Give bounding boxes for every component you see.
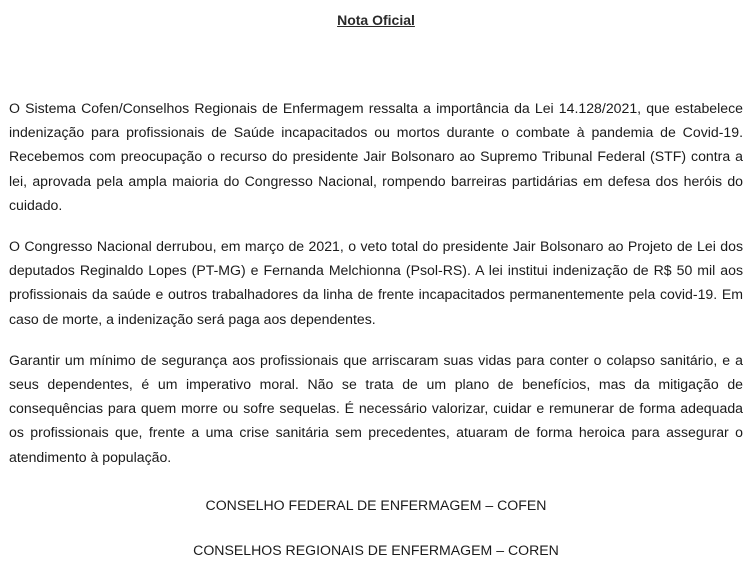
paragraph-2: O Congresso Nacional derrubou, em março de 2021, o veto total do presidente Jair Bolsonaro ao Projeto de Lei dos deputados Reginaldo Lopes (PT-MG) e Fernanda Melchionna (Psol-RS). A lei institui indenização de R$ 50 mil aos profissionais da saúde e outros trabalhadores da linha de frente incapacitados permanentemente pela covid-19. Em caso de morte, a indenização será paga aos dependentes. (9, 238, 743, 327)
paragraph-1: O Sistema Cofen/Conselhos Regionais de Enfermagem ressalta a importância da Lei 14.128/2021, que estabelece indenização para profissionais de Saúde incapacitados ou mortos durante o combate à pandemia de Covid-19. Recebemos com preocupação o recurso do presidente Jair Bolsonaro ao Supremo Tribunal Federal (STF) contra a lei, aprovada pela ampla maioria do Congresso Nacional, rompendo barreiras partidárias em defesa dos heróis do cuidado. (9, 100, 743, 213)
signature-cofen: CONSELHO FEDERAL DE ENFERMAGEM – COFEN (205, 497, 547, 513)
note-body (9, 96, 743, 486)
paragraph-3: Garantir um mínimo de segurança aos profissionais que arriscaram suas vidas para conter o colapso sanitário, e a seus dependentes, é um imperativo moral. Não se trata de um plano de benefícios, mas da mitigação de consequências para quem morre ou sofre sequelas. É necessário valorizar, cuidar e remunerar de forma adequada os profissionais que, frente a uma crise sanitária sem precedentes, atuaram de forma heroica para assegurar o atendimento à população. (9, 351, 743, 465)
page-title: Nota Oficial (337, 12, 415, 28)
signature-coren: CONSELHOS REGIONAIS DE ENFERMAGEM – COREN (193, 542, 559, 558)
